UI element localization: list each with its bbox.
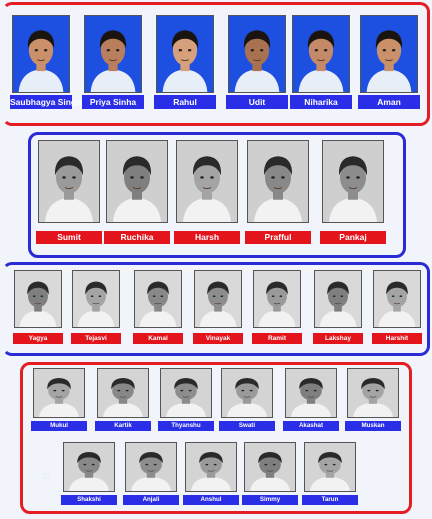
- student-name-label: Priya Sinha: [82, 95, 144, 109]
- student-photo: [134, 270, 182, 328]
- student-photo: [63, 442, 115, 492]
- student-name-label: Yagya: [13, 333, 63, 344]
- student-name-label: Thyanshu: [158, 421, 214, 431]
- student-photo: [125, 442, 177, 492]
- student-name-label: Tejasvi: [71, 333, 121, 344]
- student-photo: [360, 15, 418, 93]
- student-name-label: Swati: [219, 421, 275, 431]
- student-name-label: Vinayak: [193, 333, 243, 344]
- student-photo: [247, 140, 309, 223]
- student-name-label: Pankaj: [320, 231, 386, 244]
- student-photo: [314, 270, 362, 328]
- student-name-label: Mukul: [31, 421, 87, 431]
- student-photo: [97, 368, 149, 418]
- student-name-label: Kamal: [133, 333, 183, 344]
- student-name-label: Shakshi: [61, 495, 117, 505]
- student-photo: [253, 270, 301, 328]
- student-photo: [373, 270, 421, 328]
- student-photo: [72, 270, 120, 328]
- student-photo: [38, 140, 100, 223]
- student-photo: [106, 140, 168, 223]
- student-photo: [14, 270, 62, 328]
- student-photo: [228, 15, 286, 93]
- student-name-label: Rahul: [154, 95, 216, 109]
- student-photo: [322, 140, 384, 223]
- watermark: ☺: [40, 470, 52, 482]
- student-name-label: Anshul: [183, 495, 239, 505]
- student-name-label: Harshit: [372, 333, 422, 344]
- student-name-label: Akashat: [283, 421, 339, 431]
- student-name-label: Aman: [358, 95, 420, 109]
- student-photo: [304, 442, 356, 492]
- student-name-label: Lakshay: [313, 333, 363, 344]
- student-photo: [12, 15, 70, 93]
- student-photo: [156, 15, 214, 93]
- student-photo: [185, 442, 237, 492]
- student-photo: [194, 270, 242, 328]
- student-photo: [33, 368, 85, 418]
- student-photo: [176, 140, 238, 223]
- student-photo: [347, 368, 399, 418]
- student-photo: [292, 15, 350, 93]
- student-photo: [160, 368, 212, 418]
- student-name-label: Harsh: [174, 231, 240, 244]
- student-name-label: Niharika: [290, 95, 352, 109]
- student-photo: [285, 368, 337, 418]
- student-photo: [221, 368, 273, 418]
- student-name-label: Saubhagya Singh: [10, 97, 82, 107]
- student-name-label: Udit: [226, 95, 288, 109]
- student-name-label: Ruchika: [104, 231, 170, 244]
- student-name-label: Muskan: [345, 421, 401, 431]
- student-name-label: Kartik: [95, 421, 151, 431]
- student-name-label: Prafful: [245, 231, 311, 244]
- student-name-label: Simmy: [242, 495, 298, 505]
- student-photo: [244, 442, 296, 492]
- student-photo: [84, 15, 142, 93]
- student-name-label: Ramit: [252, 333, 302, 344]
- student-name-label: Sumit: [36, 231, 102, 244]
- student-name-label: Tarun: [302, 495, 358, 505]
- student-name-label: Anjali: [123, 495, 179, 505]
